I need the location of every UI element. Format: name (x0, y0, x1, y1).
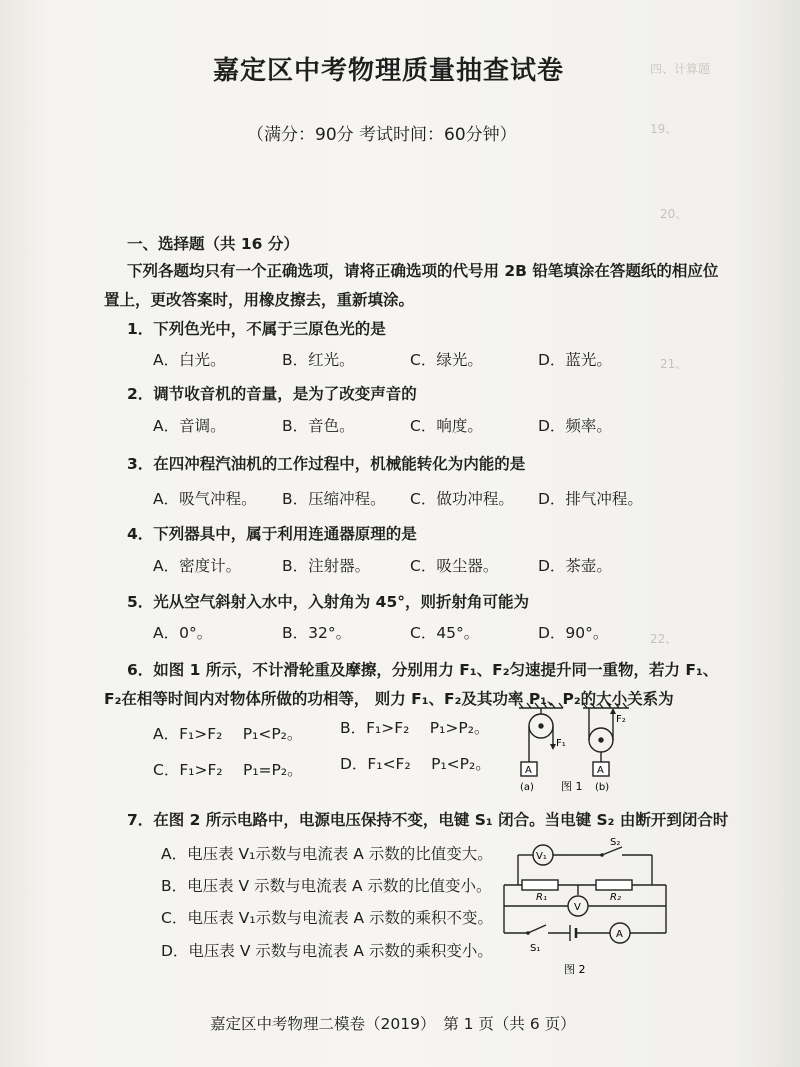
figure-2-circuit (500, 833, 670, 978)
page-title: 嘉定区中考物理质量抽查试卷 (213, 56, 565, 86)
q3-option-b: B．压缩冲程。 (282, 490, 386, 508)
question-6-stem-line-1: 6．如图 1 所示，不计滑轮重及摩擦，分别用力 F₁、F₂匀速提升同一重物，若力 F₁、 (127, 661, 719, 679)
question-4-stem: 4．下列器具中，属于利用连通器原理的是 (127, 525, 417, 543)
instruction-line-2: 置上，更改答案时，用橡皮擦去，重新填涂。 (104, 291, 415, 309)
q4-option-c: C．吸尘器。 (410, 557, 499, 575)
question-5-stem: 5．光从空气斜射入水中，入射角为 45°，则折射角可能为 (127, 593, 530, 611)
q2-option-a: A．音调。 (153, 417, 226, 435)
fig1-f1-label: F₁ (556, 738, 566, 749)
q3-option-a: A．吸气冲程。 (153, 490, 257, 508)
fig2-s2-label: S₂ (610, 837, 621, 848)
q7-option-d: D．电压表 V 示数与电流表 A 示数的乘积变小。 (161, 942, 493, 960)
question-3-stem: 3．在四冲程汽油机的工作过程中，机械能转化为内能的是 (127, 455, 526, 473)
bleed-through-text: 19、 (650, 122, 678, 136)
q7-option-b: B．电压表 V 示数与电流表 A 示数的比值变小。 (161, 877, 492, 895)
q2-option-d: D．频率。 (538, 417, 612, 435)
fig2-a-meter: A (616, 929, 623, 940)
q6-option-c: C．F₁>F₂ P₁=P₂。 (153, 761, 303, 779)
fig2-v1-meter: V₁ (536, 851, 547, 862)
q2-option-c: C．响度。 (410, 417, 483, 435)
fig2-s1-label: S₁ (530, 943, 541, 954)
fig1-block-a-label: A (525, 765, 532, 776)
bleed-through-text: 22、 (650, 632, 678, 646)
q5-option-a: A．0°。 (153, 624, 213, 642)
q4-option-b: B．注射器。 (282, 557, 371, 575)
bleed-through-text: 20、 (660, 207, 688, 221)
q5-option-d: D．90°。 (538, 624, 609, 642)
bleed-through-text: 四、计算题 (650, 62, 711, 76)
q1-option-a: A．白光。 (153, 351, 226, 369)
page-footer: 嘉定区中考物理二模卷（2019） 第 1 页（共 6 页） (210, 1015, 576, 1033)
question-1-stem: 1．下列色光中，不属于三原色光的是 (127, 320, 386, 338)
figure-1-pulleys (505, 700, 635, 795)
q2-option-b: B．音色。 (282, 417, 355, 435)
fig2-v-meter: V (574, 902, 581, 913)
q5-option-b: B．32°。 (282, 624, 352, 642)
q1-option-b: B．红光。 (282, 351, 355, 369)
q6-option-a: A．F₁>F₂ P₁<P₂。 (153, 725, 303, 743)
page-subtitle: （满分：90分 考试时间：60分钟） (247, 125, 517, 145)
q3-option-d: D．排气冲程。 (538, 490, 643, 508)
bleed-through-text: 21、 (660, 357, 688, 371)
fig2-r2-label: R₂ (610, 892, 621, 903)
q5-option-c: C．45°。 (410, 624, 480, 642)
q6-option-d: D．F₁<F₂ P₁<P₂。 (340, 755, 491, 773)
fig2-r1-label: R₁ (536, 892, 547, 903)
section-heading: 一、选择题（共 16 分） (127, 235, 299, 253)
q1-option-d: D．蓝光。 (538, 351, 612, 369)
q4-option-a: A．密度计。 (153, 557, 242, 575)
q3-option-c: C．做功冲程。 (410, 490, 514, 508)
q7-option-c: C．电压表 V₁示数与电流表 A 示数的乘积不变。 (161, 909, 494, 927)
fig1-block-b-label: A (597, 765, 604, 776)
q4-option-d: D．茶壶。 (538, 557, 612, 575)
question-6-stem-line-2: F₂在相等时间内对物体所做的功相等， 则力 F₁、F₂及其功率 P₁、P₂的大小关系为 (104, 690, 674, 708)
fig1-caption: 图 1 (561, 780, 583, 793)
fig2-caption: 图 2 (564, 963, 586, 976)
fig1-f2-label: F₂ (616, 714, 626, 725)
question-7-stem: 7．在图 2 所示电路中，电源电压保持不变，电键 S₁ 闭合。当电键 S₂ 由断开到闭合时 (127, 811, 729, 829)
fig1-sub-b: (b) (595, 782, 610, 793)
fig1-sub-a: (a) (520, 782, 534, 793)
question-2-stem: 2．调节收音机的音量，是为了改变声音的 (127, 385, 417, 403)
instruction-line-1: 下列各题均只有一个正确选项，请将正确选项的代号用 2B 铅笔填涂在答题纸的相应位 (127, 262, 719, 280)
q7-option-a: A．电压表 V₁示数与电流表 A 示数的比值变大。 (161, 845, 493, 863)
q1-option-c: C．绿光。 (410, 351, 483, 369)
q6-option-b: B．F₁>F₂ P₁>P₂。 (340, 719, 490, 737)
